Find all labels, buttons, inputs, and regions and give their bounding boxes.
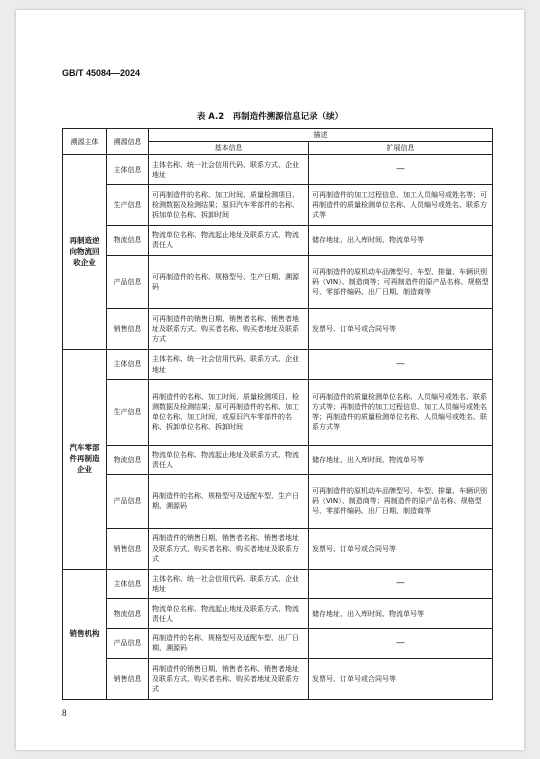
- table-row: [63, 528, 493, 569]
- extended-info: 储存地址、出入库时间、物流单号等: [309, 226, 493, 256]
- info-type: 销售信息: [107, 309, 149, 350]
- info-type: 产品信息: [107, 475, 149, 528]
- info-type: 主体信息: [107, 569, 149, 599]
- table-row: [63, 350, 493, 380]
- info-type: 产品信息: [107, 255, 149, 308]
- basic-info: 可再制造件的销售日期、销售者名称、销售者地址及联系方式、购买者名称、购买者地址及联系方式: [149, 309, 309, 350]
- extended-info: —: [309, 629, 493, 659]
- info-type: 生产信息: [107, 379, 149, 445]
- info-type: 物流信息: [107, 226, 149, 256]
- extended-info: 可再制造件的原机动车品牌型号、车型、排量、车辆识别码（VIN）、制造商等；再制造件的原产品名称、规格型号、零部件编码、出厂日期、制造商等: [309, 475, 493, 528]
- table-row: [63, 185, 493, 226]
- basic-info: 可再制造件的名称、规格型号、生产日期、溯源码: [149, 255, 309, 308]
- extended-info: 可再制造件的原机动车品牌型号、车型、排量、车辆识别码（VIN）、制造商等；可再制造件的原产品名称、规格型号、零部件编码、出厂日期、制造商等: [309, 255, 493, 308]
- basic-info: 物流单位名称、物流起止地址及联系方式、物流责任人: [149, 445, 309, 475]
- basic-info: 物流单位名称、物流起止地址及联系方式、物流责任人: [149, 599, 309, 629]
- table-row: [63, 658, 493, 699]
- table-row: [63, 569, 493, 599]
- traceability-table: [62, 128, 493, 700]
- basic-info: 主体名称、统一社会信用代码、联系方式、企业地址: [149, 155, 309, 185]
- table-row: [63, 599, 493, 629]
- extended-info: 储存地址、出入库时间、物流单号等: [309, 445, 493, 475]
- table-title: 表 A.2 再制造件溯源信息记录（续）: [196, 112, 344, 122]
- basic-info: 可再制造件的名称、加工时间、质量检测项目、检测数据及检测结果；原旧汽车零部件的名称、拆加单位名称、拆卸时间: [149, 185, 309, 226]
- info-type: 物流信息: [107, 599, 149, 629]
- info-type: 主体信息: [107, 155, 149, 185]
- group-name: 汽车零部件再制造企业: [63, 350, 107, 569]
- standard-code: GB/T 45084—2024: [62, 68, 141, 78]
- table-row: [63, 475, 493, 528]
- header-desc: 描述: [149, 129, 493, 142]
- basic-info: 主体名称、统一社会信用代码、联系方式、企业地址: [149, 569, 309, 599]
- extended-info: —: [309, 350, 493, 380]
- info-type: 物流信息: [107, 445, 149, 475]
- table-row: [63, 379, 493, 445]
- basic-info: 再制造件的销售日期、销售者名称、销售者地址及联系方式、购买者名称、购买者地址及联系方式: [149, 658, 309, 699]
- basic-info: 主体名称、统一社会信用代码、联系方式、企业地址: [149, 350, 309, 380]
- basic-info: 再制造件的名称、规格型号及适配车型、生产日期、溯源码: [149, 475, 309, 528]
- extended-info: —: [309, 569, 493, 599]
- page-number: 8: [62, 708, 67, 718]
- header-extended: 扩展信息: [309, 142, 493, 155]
- info-type: 产品信息: [107, 629, 149, 659]
- table-row: [63, 226, 493, 256]
- basic-info: 再制造件的名称、规格型号及适配车型、出厂日期、溯源码: [149, 629, 309, 659]
- basic-info: 再制造件的销售日期、销售者名称、销售者地址及联系方式、购买者名称、购买者地址及联系方式: [149, 528, 309, 569]
- table-row: [63, 629, 493, 659]
- basic-info: 物流单位名称、物流起止地址及联系方式、物流责任人: [149, 226, 309, 256]
- info-type: 销售信息: [107, 528, 149, 569]
- extended-info: 发票号、订单号或合同号等: [309, 309, 493, 350]
- info-type: 主体信息: [107, 350, 149, 380]
- group-name: 再制造逆向物流回收企业: [63, 155, 107, 350]
- extended-info: 储存地址、出入库时间、物流单号等: [309, 599, 493, 629]
- info-type: 生产信息: [107, 185, 149, 226]
- header-info: 溯源信息: [107, 129, 149, 155]
- extended-info: 可再制造件的质量检测单位名称、人员编号或姓名、联系方式等；再制造件的加工过程信息、加工人员编号或姓名等；再制造件的质量检测单位名称、人员编号或姓名、联系方式等: [309, 379, 493, 445]
- header-basic: 基本信息: [149, 142, 309, 155]
- info-type: 销售信息: [107, 658, 149, 699]
- extended-info: 可再制造件的加工过程信息、加工人员编号或姓名等；可再制造件的质量检测单位名称、人员编号或姓名、联系方式等: [309, 185, 493, 226]
- group-name: 销售机构: [63, 569, 107, 699]
- extended-info: 发票号、订单号或合同号等: [309, 528, 493, 569]
- extended-info: 发票号、订单号或合同号等: [309, 658, 493, 699]
- basic-info: 再制造件的名称、加工时间、质量检测项目、检测数据及检测结果；原可再制造件的名称、加工单位名称、加工时间，或原旧汽车零部件的名称、拆卸单位名称、拆卸时间: [149, 379, 309, 445]
- extended-info: —: [309, 155, 493, 185]
- table-row: [63, 445, 493, 475]
- document-page: [16, 10, 524, 750]
- header-subject: 溯源主体: [63, 129, 107, 155]
- table-row: [63, 309, 493, 350]
- table-row: [63, 155, 493, 185]
- table-row: [63, 255, 493, 308]
